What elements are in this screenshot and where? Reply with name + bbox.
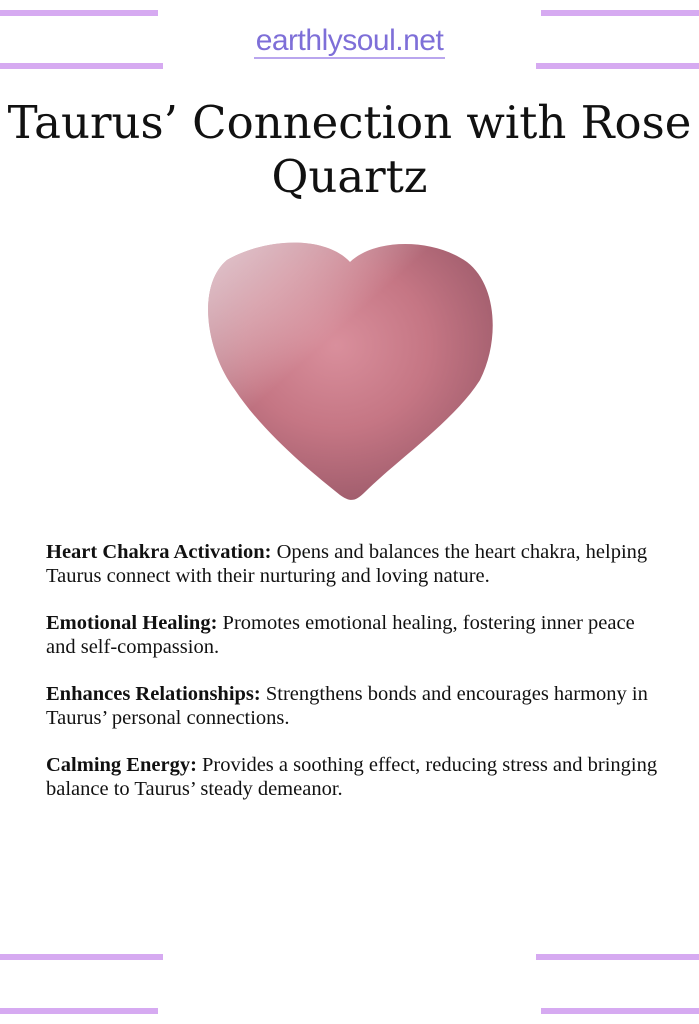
benefit-text: Opens and balances the heart chakra, helping Taurus connect with their nurturing and loving nature. bbox=[46, 541, 648, 587]
benefit-item bbox=[46, 682, 666, 730]
decorative-line bbox=[0, 954, 163, 960]
benefit-heading: Calming Energy: bbox=[46, 754, 197, 776]
decorative-line bbox=[0, 1008, 158, 1014]
benefit-heading: Heart Chakra Activation: bbox=[46, 541, 272, 563]
benefit-text: Promotes emotional healing, fostering inner peace and self-compassion. bbox=[46, 612, 635, 658]
benefit-item bbox=[46, 540, 666, 588]
decorative-line bbox=[0, 63, 163, 69]
decorative-line bbox=[541, 10, 699, 16]
site-logo[interactable]: earthlysoul.net bbox=[255, 24, 444, 57]
benefits-list bbox=[46, 540, 666, 824]
page-title: Taurus’ Connection with Rose Quartz bbox=[7, 96, 692, 203]
decorative-line bbox=[536, 954, 699, 960]
decorative-line bbox=[541, 1008, 699, 1014]
decorative-line bbox=[0, 10, 158, 16]
benefit-item bbox=[46, 611, 666, 659]
decorative-line bbox=[536, 63, 699, 69]
benefit-heading: Emotional Healing: bbox=[46, 612, 218, 634]
benefit-heading: Enhances Relationships: bbox=[46, 683, 261, 705]
benefit-text: Provides a soothing effect, reducing stress and bringing balance to Taurus’ steady demeanor. bbox=[46, 754, 658, 800]
benefit-item bbox=[46, 753, 666, 801]
benefit-text: Strengthens bonds and encourages harmony in Taurus’ personal connections. bbox=[46, 683, 648, 729]
rose-quartz-heart-image bbox=[205, 240, 495, 506]
